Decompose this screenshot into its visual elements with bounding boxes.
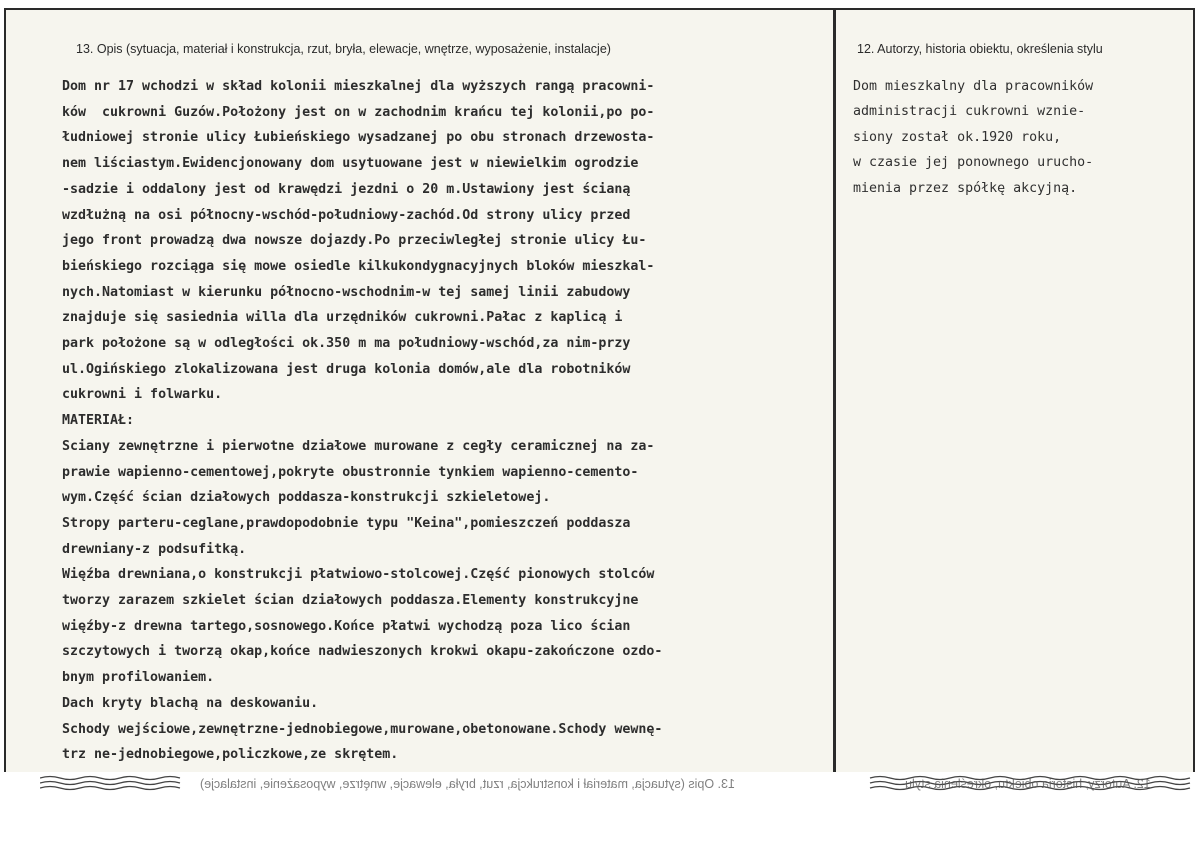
description-line: cukrowni i folwarku. <box>62 387 223 403</box>
description-line: Dach kryty blachą na deskowaniu. <box>62 695 319 711</box>
description-line: -sadzie i oddalony jest od krawędzi jezdni o 20 m.Ustawiony jest ścianą <box>62 181 631 197</box>
description-line: prawie wapienno-cementowej,pokryte obustronnie tynkiem wapienno-cemento- <box>62 464 639 480</box>
history-line: mienia przez spółkę akcyjną. <box>853 180 1078 196</box>
column-divider <box>833 8 836 848</box>
description-line: Dom nr 17 wchodzi w skład kolonii mieszkalnej dla wyższych rangą pracowni- <box>62 79 655 94</box>
description-line: jego front prowadzą dwa nowsze dojazdy.Po przeciwległej stronie ulicy Łu- <box>62 233 647 249</box>
description-line: Więźba drewniana,o konstrukcji płatwiowo-stolcowej.Część pionowych stolców <box>62 567 655 583</box>
authors-history-section-header: 12. Autorzy, historia obiektu, określenia stylu <box>857 42 1103 56</box>
description-line: Schody wejściowe,zewnętrzne-jednobiegowe,murowane,obetonowane.Schody wewnę- <box>62 721 663 737</box>
description-line: Sciany zewnętrzne i pierwotne działowe murowane z cegły ceramicznej na za- <box>62 438 655 454</box>
description-line: MATERIAŁ: <box>62 413 135 429</box>
bleed-through-description-header: 13. Opis (sytuacja, materiał i konstrukcja, rzut, bryła, elewacje, wnętrze, wyposażenie, instalacje) <box>200 777 735 791</box>
description-line: wzdłużną na osi północny-wschód-południowy-zachód.Od strony ulicy przed <box>62 207 631 223</box>
description-line: nem liściastym.Ewidencjonowany dom usytuowane jest w niewielkim ogrodzie <box>62 156 639 172</box>
bleed-through-authors-header: 12. Autorzy, historia obiektu, określenia stylu <box>905 777 1151 791</box>
description-line: łudniowej stronie ulicy Łubieńskiego wysadzanej po obu stronach drzewosta- <box>62 130 655 146</box>
description-line: nych.Natomiast w kierunku północno-wschodnim-w tej samej linii zabudowy <box>62 284 631 300</box>
description-line: ków cukrowni Guzów.Położony jest on w zachodnim krańcu tej kolonii,po po- <box>62 104 655 120</box>
description-line: trz ne-jednobiegowe,policzkowe,ze skrętem. <box>62 747 399 763</box>
history-line: administracji cukrowni wznie- <box>853 104 1086 120</box>
description-line: ul.Ogińskiego zlokalizowana jest druga kolonia domów,ale dla robotników <box>62 361 631 377</box>
description-line: drewniany-z podsufitką. <box>62 541 247 557</box>
history-line: siony został ok.1920 roku, <box>853 129 1062 145</box>
history-line: Dom mieszkalny dla pracowników <box>853 79 1094 94</box>
description-line: bieńskiego rozciąga się mowe osiedle kilkukondygnacyjnych bloków mieszkal- <box>62 258 655 274</box>
description-line: wym.Część ścian działowych poddasza-konstrukcji szkieletowej. <box>62 490 551 506</box>
description-line: park położone są w odległości ok.350 m ma południowy-wschód,za nim-przy <box>62 336 631 352</box>
description-line: szczytowych i tworzą okap,końce nadwieszonych krokwi okapu-zakończone ozdo- <box>62 644 663 660</box>
description-line: znajduje się sasiednia willa dla urzędników cukrowni.Pałac z kaplicą i <box>62 310 623 326</box>
description-line: tworzy zarazem szkielet ścian działowych poddasza.Elementy konstrukcyjne <box>62 593 639 609</box>
history-line: w czasie jej ponownego urucho- <box>853 155 1094 171</box>
description-line: więźby-z drewna tartego,sosnowego.Końce płatwi wychodzą poza lico ścian <box>62 618 631 634</box>
description-line: bnym profilowaniem. <box>62 670 215 686</box>
description-line: Stropy parteru-ceglane,prawdopodobnie typu "Keina",pomieszczeń poddasza <box>62 515 631 531</box>
description-body <box>62 74 830 768</box>
history-body <box>853 74 1183 201</box>
description-section-header: 13. Opis (sytuacja, materiał i konstrukcja, rzut, bryła, elewacje, wnętrze, wyposażenie, instalacje) <box>76 42 611 56</box>
